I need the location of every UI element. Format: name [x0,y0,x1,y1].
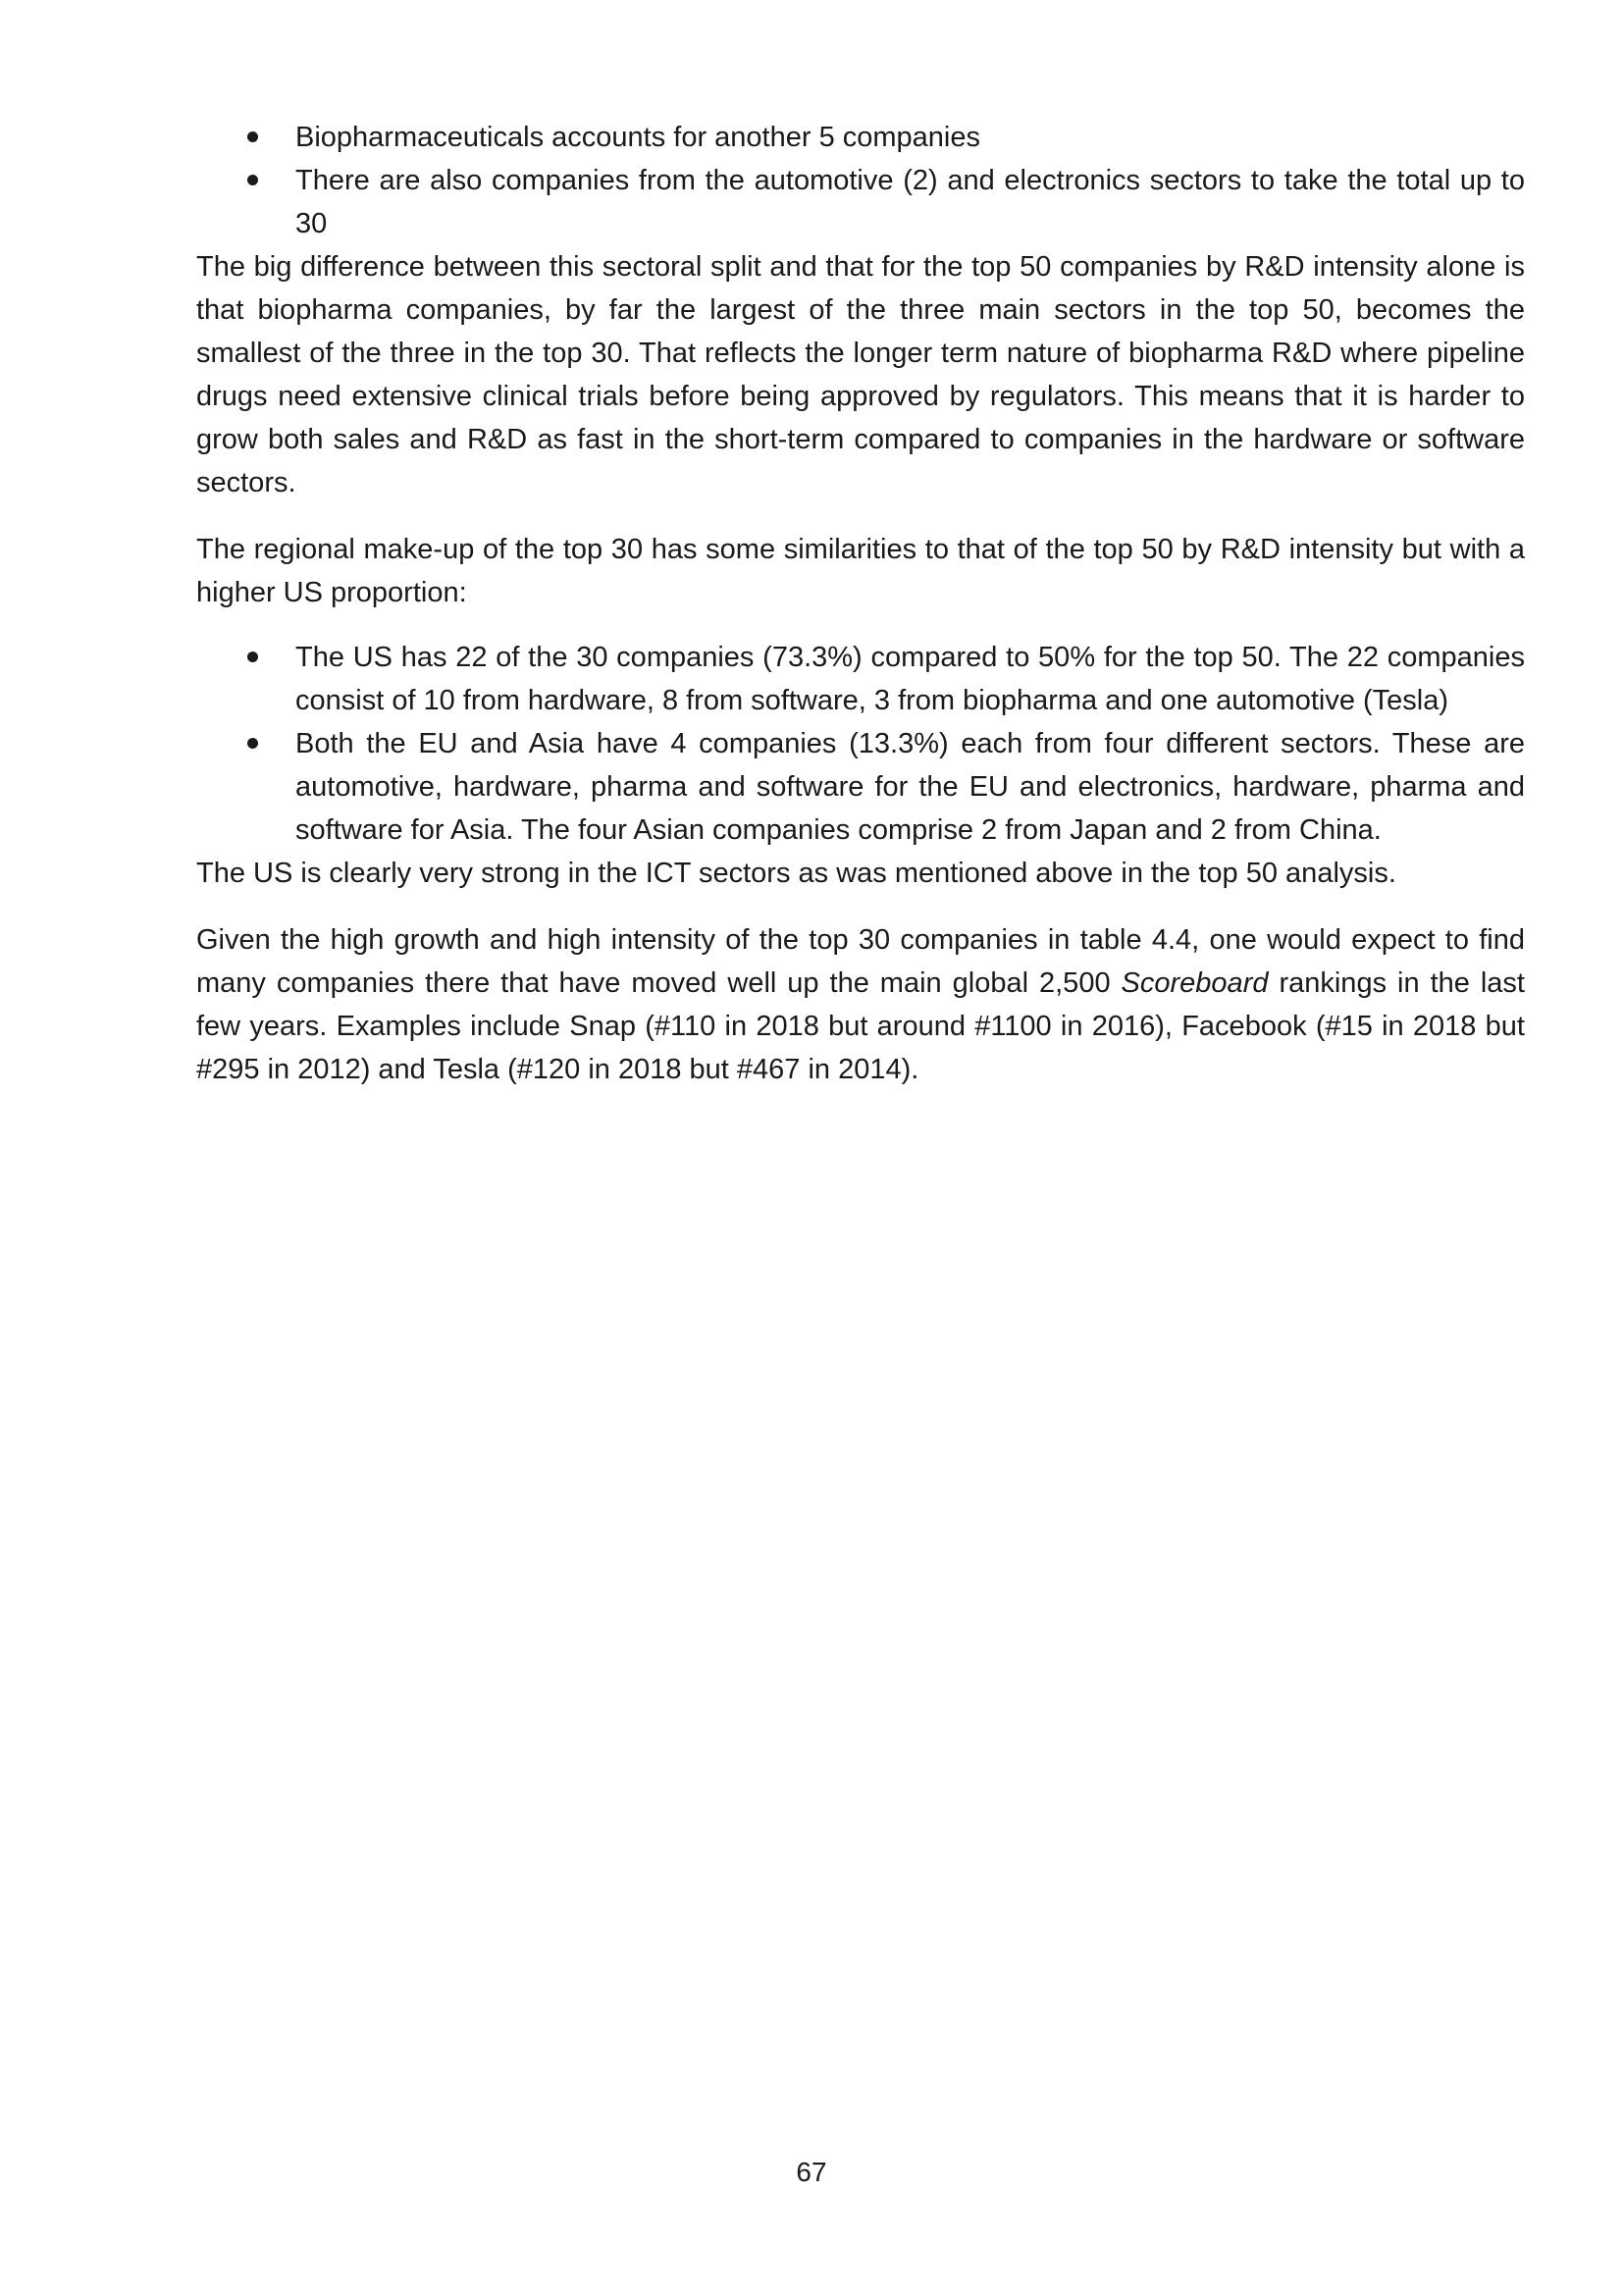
paragraph-spacer [196,895,1525,918]
growth-text-start: Given the high growth and high intensity of the top 30 companies in table 4.4, one would expect to find many companies there that have moved well up the main global 2,500 [196,924,1525,999]
regional-bullet-list [196,636,1525,852]
paragraph-regional-makeup: The regional make-up of the top 30 has some similarities to that of the top 50 by R&D intensity but with a higher US proportion: [196,534,1525,608]
paragraph-spacer [196,614,1525,636]
bullet-text: Biopharmaceuticals accounts for another 5 companies [295,122,980,153]
paragraph-sectoral-split: The big difference between this sectoral split and that for the top 50 companies by R&D intensity alone is that biopharma companies, by far the largest of the three main sectors in the top 50, becomes the smallest of the three in the top 30. That reflects the longer term nature of biopharma R&D where pipeline drugs need extensive clinical trials before being approved by regulators. This means that it is harder to grow both sales and R&D as fast in the short-term compared to companies in the hardware or software sectors. [196,251,1525,498]
bullet-text: Both the EU and Asia have 4 companies (13.3%) each from four different sectors. These are automotive, hardware, pharma and software for the EU and electronics, hardware, pharma and software for Asia. The four Asian companies comprise 2 from Japan and 2 from China. [295,728,1525,846]
sector-bullet-list [196,116,1525,245]
bullet-text: There are also companies from the automotive (2) and electronics sectors to take the total up to 30 [295,165,1525,239]
bullet-item [196,722,1525,852]
scoreboard-italic: Scoreboard [1121,967,1269,999]
document-body [196,116,1525,1091]
bullet-dot-icon [247,738,258,749]
bullet-item [196,159,1525,245]
paragraph-growth-examples [196,918,1525,1091]
bullet-text: The US has 22 of the 30 companies (73.3%) compared to 50% for the top 50. The 22 companies consist of 10 from hardware, 8 from software, 3 from biopharma and one automotive (Tesla) [295,642,1525,716]
bullet-dot-icon [247,652,258,662]
paragraph-spacer [196,504,1525,528]
bullet-item [196,636,1525,722]
bullet-dot-icon [247,131,258,142]
growth-text-end: rankings in the last few years. Examples include Snap (#110 in 2018 but around #1100 in 2016), Facebook (#15 in 2018 but #295 in 2012) and Tesla (#120 in 2018 but #467 in 2014). [196,967,1525,1085]
paragraph-ict-strength: The US is clearly very strong in the ICT sectors as was mentioned above in the top 50 analysis. [196,858,1396,889]
bullet-dot-icon [247,175,258,185]
bullet-item [196,116,1525,159]
page-number: 67 [796,2157,827,2187]
